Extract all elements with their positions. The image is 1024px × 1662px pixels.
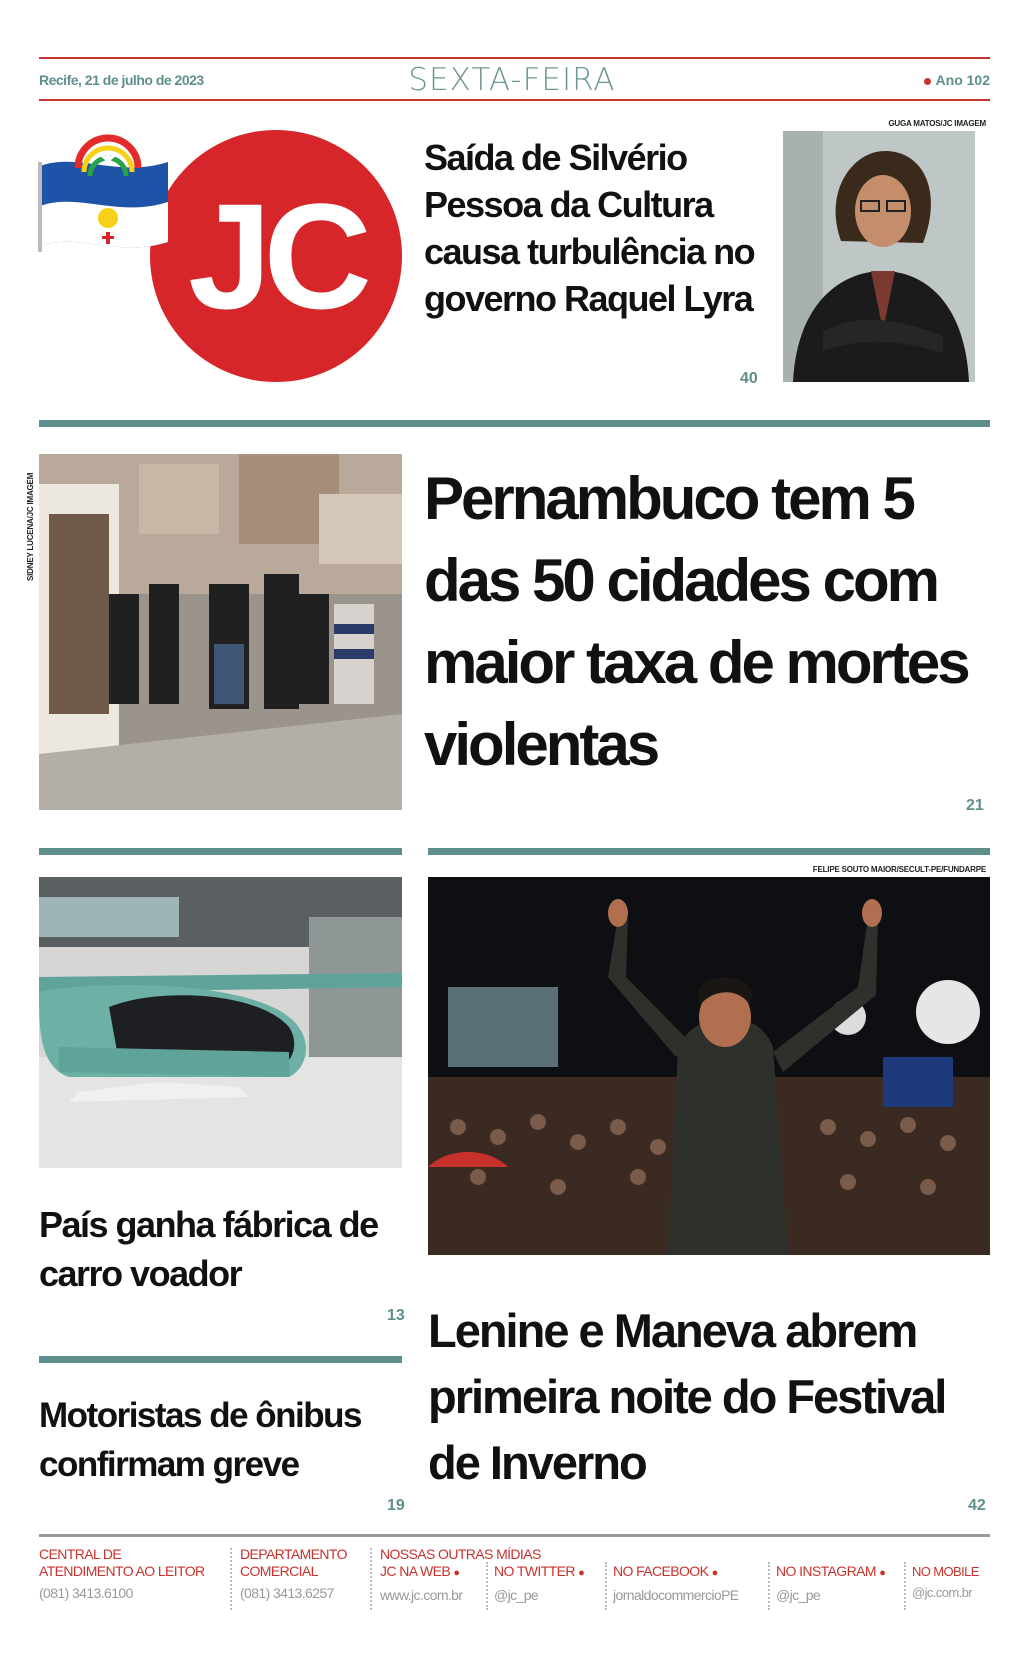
footer-separator-4 [605,1562,607,1610]
top-story-page: 40 [740,370,758,387]
masthead-top-rule [39,57,990,59]
flying-car-photo[interactable] [39,877,402,1168]
edition-date: Recife, 21 de julho de 2023 [39,72,204,88]
twitter-value[interactable]: @jc_pe [494,1587,539,1603]
reader-service-label-2: ATENDIMENTO AO LEITOR [39,1563,205,1579]
festival-headline[interactable]: Lenine e Maneva abrem primeira noite do Festival de Inverno [428,1304,946,1489]
web-icon: ● [453,1567,460,1579]
footer-separator-1 [230,1548,232,1610]
festival-page: 42 [968,1497,986,1514]
section-divider-right [428,848,990,855]
main-story-photo[interactable] [39,454,402,810]
section-divider-1 [39,420,990,427]
edition-weekday: SEXTA-FEIRA [408,62,616,98]
footer-separator-2 [370,1548,372,1610]
mobile-value[interactable]: @jc.com.br [912,1585,972,1600]
facebook-icon: ● [711,1567,718,1579]
logo-letters: JC [188,172,364,340]
instagram-icon: ● [879,1567,886,1579]
commercial-phone[interactable]: (081) 3413.6257 [240,1585,334,1601]
commercial-label-2: COMERCIAL [240,1563,318,1579]
masthead-bottom-rule [39,99,990,101]
section-divider-bus [39,1356,402,1363]
flying-car-headline[interactable]: País ganha fábrica de carro voador [39,1204,378,1294]
main-story-headline[interactable]: Pernambuco tem 5 das 50 cidades com maior taxa de mortes violentas [424,465,968,778]
main-story-photo-credit: SIDNEY LUCENA/JC IMAGEM [26,472,35,581]
concert-stage-photo-icon [428,877,990,1255]
pernambuco-flag-icon [38,122,408,384]
footer-separator-3 [486,1562,488,1610]
main-story-page: 21 [966,797,984,814]
festival-photo-credit: FELIPE SOUTO MAIOR/SECULT-PE/FUNDARPE [812,865,986,874]
footer-mobile[interactable] [912,1563,979,1600]
reader-service-phone[interactable]: (081) 3413.6100 [39,1585,133,1601]
footer-commercial [240,1546,347,1601]
jc-logo[interactable] [38,122,408,384]
flying-car-page: 13 [387,1307,405,1324]
year-dot-icon [924,78,931,85]
edition-year [924,72,990,88]
top-story-headline[interactable]: Saída de Silvério Pessoa da Cultura causa turbulência no governo Raquel Lyra [424,137,755,319]
police-operation-photo-icon [39,454,402,810]
footer-twitter[interactable] [494,1563,584,1603]
footer-instagram[interactable] [776,1563,885,1603]
footer-web[interactable] [380,1563,462,1603]
commercial-label-1: DEPARTAMENTO [240,1546,347,1562]
section-divider-left [39,848,402,855]
facebook-label: NO FACEBOOK [613,1563,709,1579]
reader-service-label-1: CENTRAL DE [39,1546,122,1562]
top-story-photo-credit: GUGA MATOS/JC IMAGEM [888,119,986,128]
instagram-label: NO INSTAGRAM [776,1563,876,1579]
year-label: Ano 102 [935,72,990,88]
portrait-photo-icon [783,131,975,382]
facebook-label-row [613,1563,739,1582]
festival-photo[interactable] [428,877,990,1255]
footer-reader-service [39,1546,205,1601]
twitter-label: NO TWITTER [494,1563,575,1579]
footer-separator-5 [768,1562,770,1610]
web-value[interactable]: www.jc.com.br [380,1587,463,1603]
instagram-value[interactable]: @jc_pe [776,1587,821,1603]
web-label: JC NA WEB [380,1563,451,1579]
twitter-label-row [494,1563,584,1582]
bus-strike-headline[interactable]: Motoristas de ônibus confirmam greve [39,1396,361,1484]
evtol-aircraft-photo-icon [39,877,402,1168]
facebook-value[interactable]: jornaldocommercioPE [613,1587,739,1603]
other-media-title: NOSSAS OUTRAS MÍDIAS [380,1546,541,1562]
top-story-photo[interactable] [783,131,975,382]
footer-rule [39,1534,990,1537]
mobile-label: NO MOBILE [912,1564,979,1579]
bus-strike-page: 19 [387,1497,405,1514]
instagram-label-row [776,1563,885,1582]
footer-separator-6 [904,1562,906,1610]
web-label-row [380,1563,462,1582]
footer-facebook[interactable] [613,1563,739,1603]
twitter-icon: ● [578,1567,585,1579]
